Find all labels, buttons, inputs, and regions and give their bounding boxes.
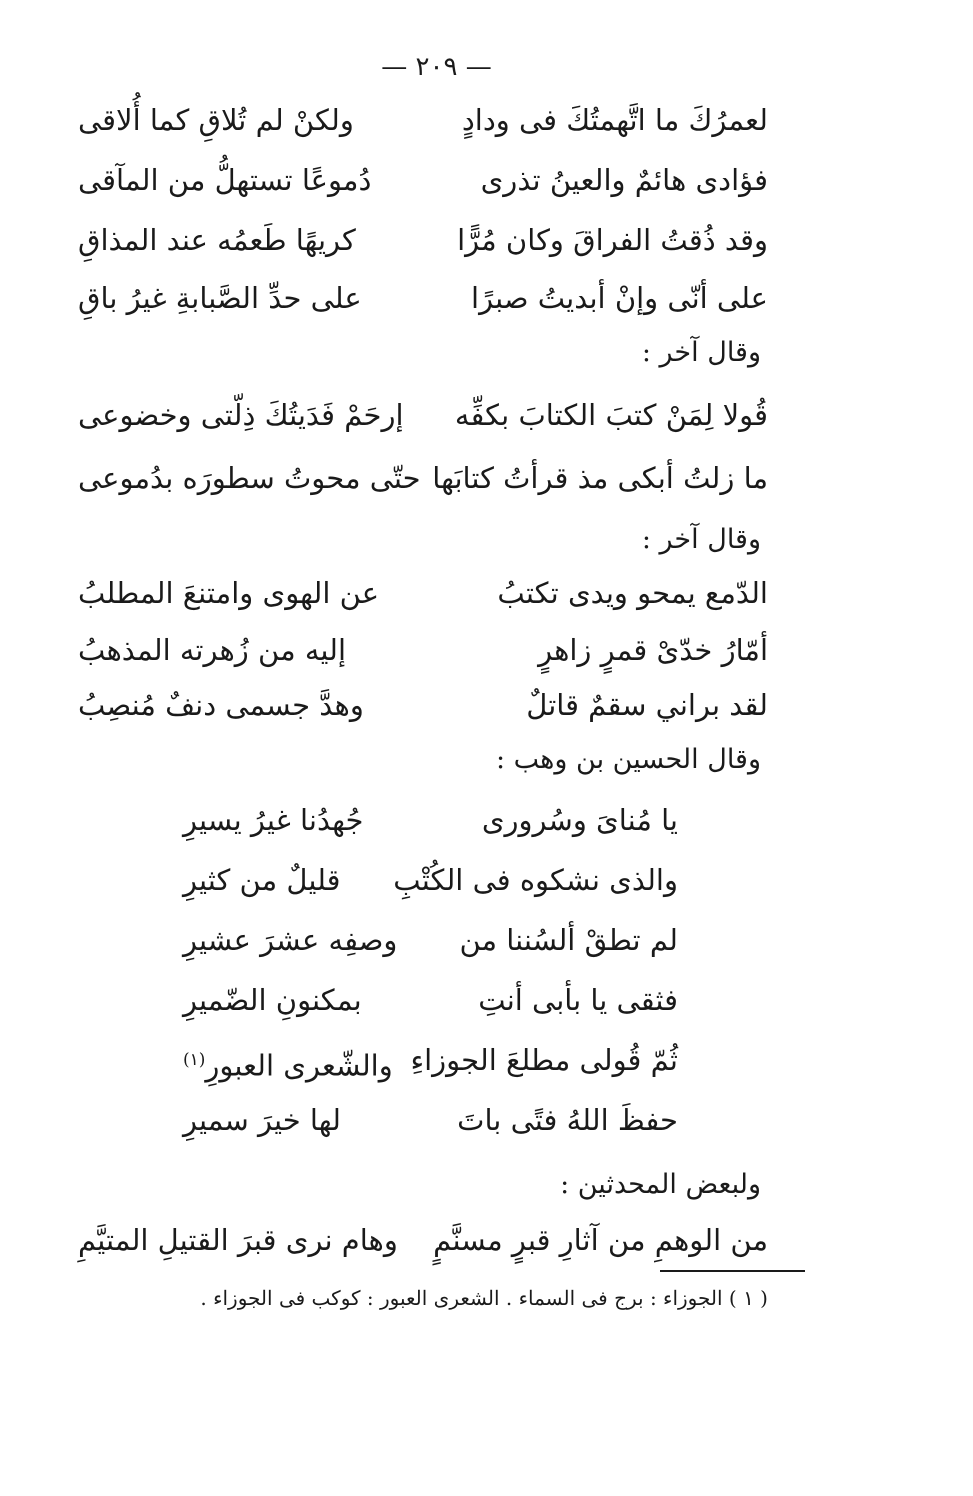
verse-line (78, 150, 768, 210)
second-hemistich (183, 1030, 393, 1096)
footnote: ( ١ ) الجوزاء : برج فى السماء . الشعرى العبور : كوكب فى الجوزاء . (200, 1286, 768, 1310)
first-hemistich: ما زلتُ أبكى مذ قرأتُ كتابَها (432, 461, 768, 495)
first-hemistich: على أنّى وإنْ أبديتُ صبرًا (471, 281, 768, 315)
second-hemistich: عن الهوى وامتنعَ المطلبُ (78, 576, 380, 610)
first-hemistich: أمّارُ خدّىْ قمرٍ زاهرٍ (538, 633, 768, 667)
second-hemistich-text: والشّعرى العبورِ (205, 1048, 393, 1083)
first-hemistich: ثُمّ قُولى مطلعَ الجوزاءِ (410, 1043, 678, 1077)
first-hemistich: من الوهمِ من آثارِ قبرٍ مسنَّمٍ (433, 1223, 768, 1257)
verse-line (78, 268, 768, 328)
verse-line (78, 90, 768, 150)
first-hemistich: والذى نشكوه فى الكُتْبِ (393, 863, 678, 897)
second-hemistich: وهام نرى قبرَ القتيلِ المتيَّمِ (78, 1223, 398, 1257)
verse-line (78, 210, 768, 270)
verse-line (78, 850, 768, 910)
section-heading: وقال الحسين بن وهب : (495, 744, 761, 775)
footnote-divider (660, 1270, 805, 1272)
verse-line (78, 448, 768, 508)
page-number: — ٢٠٩ — (381, 52, 492, 82)
footnote-marker: (١) (183, 1050, 206, 1070)
verse-line (78, 1090, 768, 1150)
verse-line (78, 1030, 768, 1090)
first-hemistich: الدّمع يمحو ويدى تكتبُ (497, 576, 768, 610)
first-hemistich: لعمرُكَ ما اتَّهمتُكَ فى ودادٍ (461, 103, 768, 137)
second-hemistich: قليلٌ من كثيرِ (183, 863, 341, 897)
second-hemistich: بمكنونِ الضّميرِ (183, 983, 362, 1017)
first-hemistich: لقد براني سقمٌ قاتلٌ (526, 688, 768, 722)
verse-line (78, 385, 768, 445)
verse-line (78, 790, 768, 850)
second-hemistich: إرحَمْ فَدَيتُكَ ذِلّتى وخضوعى (78, 398, 404, 432)
verse-line (78, 970, 768, 1030)
section-heading: ولبعض المحدثين : (560, 1169, 761, 1200)
second-hemistich: حتّى محوتُ سطورَه بدُموعى (78, 461, 421, 495)
first-hemistich: قُولا لِمَنْ كتبَ الكتابَ بكفِّه (454, 398, 768, 432)
first-hemistich: فثقى يا بأبى أنتِ (478, 983, 678, 1017)
second-hemistich: وهدَّ جسمى دنفٌ مُنصِبُ (78, 688, 364, 722)
verse-line (78, 910, 768, 970)
verse-line (78, 675, 768, 735)
verse-line (78, 620, 768, 680)
second-hemistich: وصفِه عشرَ عشيرِ (183, 923, 398, 957)
verse-line (78, 1210, 768, 1270)
first-hemistich: وقد ذُقتُ الفراقَ وكان مُرًّا (457, 223, 768, 257)
second-hemistich: إليه من زُهرته المذهبُ (78, 633, 347, 667)
second-hemistich: جُهدُنا غيرُ يسيرِ (183, 803, 364, 837)
first-hemistich: يا مُناىَ وسُرورى (481, 803, 678, 837)
second-hemistich: دُموعًا تستهلُّ من المآقى (78, 163, 372, 197)
first-hemistich: فؤادى هائمٌ والعينُ تذرى (480, 163, 768, 197)
verse-line (78, 563, 768, 623)
second-hemistich: على حدِّ الصَّبابةِ غيرُ باقِ (78, 281, 362, 315)
section-heading: وقال آخر : (641, 524, 761, 555)
second-hemistich: كريهًا طَعمُه عند المذاقِ (78, 223, 356, 257)
second-hemistich: ولكنْ لم تُلاقِ كما أُلاقى (78, 103, 354, 137)
first-hemistich: لم تطقْ ألسُننا من (459, 923, 678, 957)
section-heading: وقال آخر : (641, 337, 761, 368)
second-hemistich: لها خيرَ سميرِ (183, 1103, 341, 1137)
first-hemistich: حفظَ اللهُ فتًى باتَ (457, 1103, 678, 1137)
